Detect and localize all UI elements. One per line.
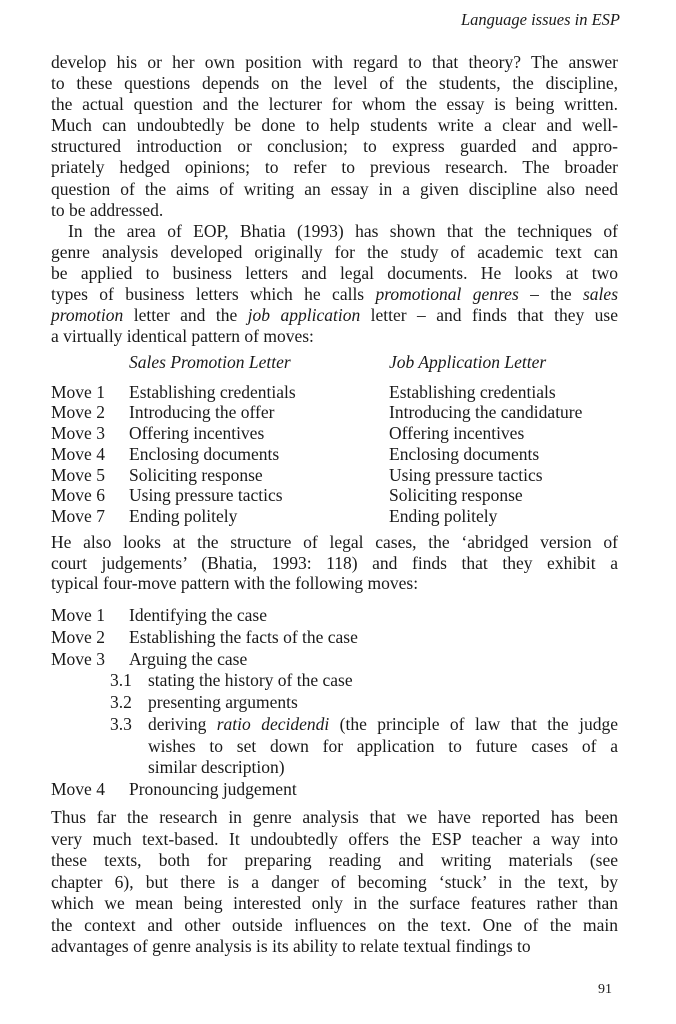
sub-list-item xyxy=(0,692,676,714)
sub-move-number: 3.1 xyxy=(110,670,132,691)
column-header-job-application: Job Application Letter xyxy=(389,352,547,372)
move-label: Move 5 xyxy=(51,464,105,485)
sub-list-item xyxy=(0,714,676,779)
text-line: He also looks at the structure of legal cases, the ‘abridged version of xyxy=(51,532,618,552)
text-line xyxy=(148,692,618,714)
sales-promotion-move: Establishing credentials xyxy=(129,381,296,402)
running-head: Language issues in ESP xyxy=(460,10,620,29)
text-line: to be addressed. xyxy=(51,199,164,220)
job-application-move: Enclosing documents xyxy=(389,443,540,464)
text-line: priately hedged opinions; to refer to previous research. The broader xyxy=(51,157,618,178)
move-description: Pronouncing judgement xyxy=(129,779,297,799)
text-run: letter and the xyxy=(123,305,248,326)
move-description: Identifying the case xyxy=(129,605,268,625)
table-row xyxy=(0,444,676,465)
text-line: to these questions depends on the level of the students, the discipline, xyxy=(51,73,618,94)
move-label: Move 7 xyxy=(51,506,105,527)
text-line: typical four-move pattern with the following moves: xyxy=(51,573,419,593)
sales-promotion-move: Offering incentives xyxy=(129,423,265,444)
text-run: a virtually identical pattern of moves: xyxy=(51,326,314,347)
text-run: – the xyxy=(518,284,583,305)
text-run: letter – and finds that they use xyxy=(360,305,618,326)
table-row xyxy=(0,506,676,527)
page-number: 91 xyxy=(598,982,612,997)
text-line: the context and other outside influences on the text. One of the main xyxy=(51,914,618,935)
text-run: (the principle of law that the judge xyxy=(329,713,618,734)
paragraph-4 xyxy=(51,807,618,958)
table-row xyxy=(0,402,676,423)
list-item xyxy=(0,605,676,627)
italic-term: sales xyxy=(583,284,618,305)
italic-term: ratio decidendi xyxy=(216,713,330,734)
text-line: very much text-based. It undoubtedly offers the ESP teacher a way into xyxy=(51,828,618,849)
move-label: Move 1 xyxy=(51,381,105,402)
table-row xyxy=(0,382,676,403)
text-run: genre analysis developed originally for the study of academic text can xyxy=(51,241,618,262)
table-row xyxy=(0,465,676,486)
move-label: Move 3 xyxy=(51,423,105,444)
text-line xyxy=(51,242,618,263)
move-label: Move 1 xyxy=(51,605,105,625)
text-line xyxy=(51,221,618,242)
list-item xyxy=(0,649,676,671)
sub-move-text xyxy=(148,692,618,714)
legal-case-moves-list xyxy=(0,605,676,801)
job-application-move: Establishing credentials xyxy=(389,381,556,402)
paragraph-3 xyxy=(51,532,618,594)
text-line xyxy=(148,736,618,758)
sales-promotion-move: Using pressure tactics xyxy=(129,485,283,506)
text-line: Thus far the research in genre analysis that we have reported has been xyxy=(51,807,618,827)
body-text-top xyxy=(51,52,618,347)
text-line xyxy=(51,263,618,284)
table-header-row xyxy=(0,352,676,382)
sub-move-number: 3.3 xyxy=(110,713,132,734)
move-label: Move 4 xyxy=(51,779,105,799)
job-application-move: Soliciting response xyxy=(389,485,523,506)
text-line xyxy=(148,670,618,692)
italic-term: promotion xyxy=(51,305,124,326)
moves-comparison-table xyxy=(0,352,676,527)
list-item xyxy=(0,627,676,649)
text-line: which we mean being interested only in the surface features rather than xyxy=(51,893,618,913)
move-label: Move 2 xyxy=(51,626,105,647)
sub-list-item xyxy=(0,670,676,692)
sales-promotion-move: Soliciting response xyxy=(129,464,263,485)
text-line: structured introduction or conclusion; to express guarded and appro- xyxy=(51,136,618,157)
move-description: Arguing the case xyxy=(129,648,248,669)
list-item xyxy=(0,779,676,801)
paragraph-1 xyxy=(51,52,618,221)
text-run: similar description) xyxy=(148,757,285,778)
text-run: stating the history of the case xyxy=(148,670,353,691)
table-row xyxy=(0,485,676,506)
text-run: wishes to set down for application to future cases of a xyxy=(148,735,618,756)
text-run: deriving xyxy=(148,713,217,734)
job-application-move: Offering incentives xyxy=(389,423,525,444)
move-label: Move 6 xyxy=(51,485,105,506)
text-run: be applied to business letters and legal documents. He looks at two xyxy=(51,262,618,283)
text-line: the actual question and the lecturer for whom the essay is being written. xyxy=(51,94,618,115)
text-run: types of business letters which he calls xyxy=(51,284,376,305)
text-run: In the area of EOP, Bhatia (1993) has shown that the techniques of xyxy=(68,220,618,241)
text-run: presenting arguments xyxy=(148,692,298,712)
text-line: court judgements’ (Bhatia, 1993: 118) and finds that they exhibit a xyxy=(51,552,618,573)
job-application-move: Introducing the candidature xyxy=(389,402,583,423)
move-label: Move 4 xyxy=(51,443,105,464)
text-line: chapter 6), but there is a danger of becoming ‘stuck’ in the text, by xyxy=(51,871,618,892)
sub-move-text xyxy=(148,714,618,779)
text-line xyxy=(148,757,618,779)
text-line xyxy=(148,714,618,736)
text-line: these texts, both for preparing reading and writing materials (see xyxy=(51,850,618,870)
text-line xyxy=(51,326,618,347)
italic-term: job application xyxy=(247,305,361,326)
move-description: Establishing the facts of the case xyxy=(129,626,358,647)
paragraph-2 xyxy=(51,221,618,348)
text-line: develop his or her own position with regard to that theory? The answer xyxy=(51,52,618,72)
table-row xyxy=(0,423,676,444)
move-label: Move 2 xyxy=(51,402,105,423)
sub-move-text xyxy=(148,670,618,692)
text-line: Much can undoubtedly be done to help students write a clear and well- xyxy=(51,115,618,136)
move-label: Move 3 xyxy=(51,648,105,669)
sales-promotion-move: Ending politely xyxy=(129,506,238,527)
text-line: question of the aims of writing an essay in a given discipline also need xyxy=(51,178,618,199)
sub-move-number: 3.2 xyxy=(110,692,132,712)
sales-promotion-move: Enclosing documents xyxy=(129,443,280,464)
job-application-move: Using pressure tactics xyxy=(389,464,543,485)
text-line xyxy=(51,305,618,326)
column-header-sales-promotion: Sales Promotion Letter xyxy=(129,352,291,372)
job-application-move: Ending politely xyxy=(389,506,498,527)
text-line: advantages of genre analysis is its ability to relate textual findings to xyxy=(51,936,531,956)
sales-promotion-move: Introducing the offer xyxy=(129,402,275,423)
italic-term: promotional genres xyxy=(375,284,519,305)
text-line xyxy=(51,284,618,305)
